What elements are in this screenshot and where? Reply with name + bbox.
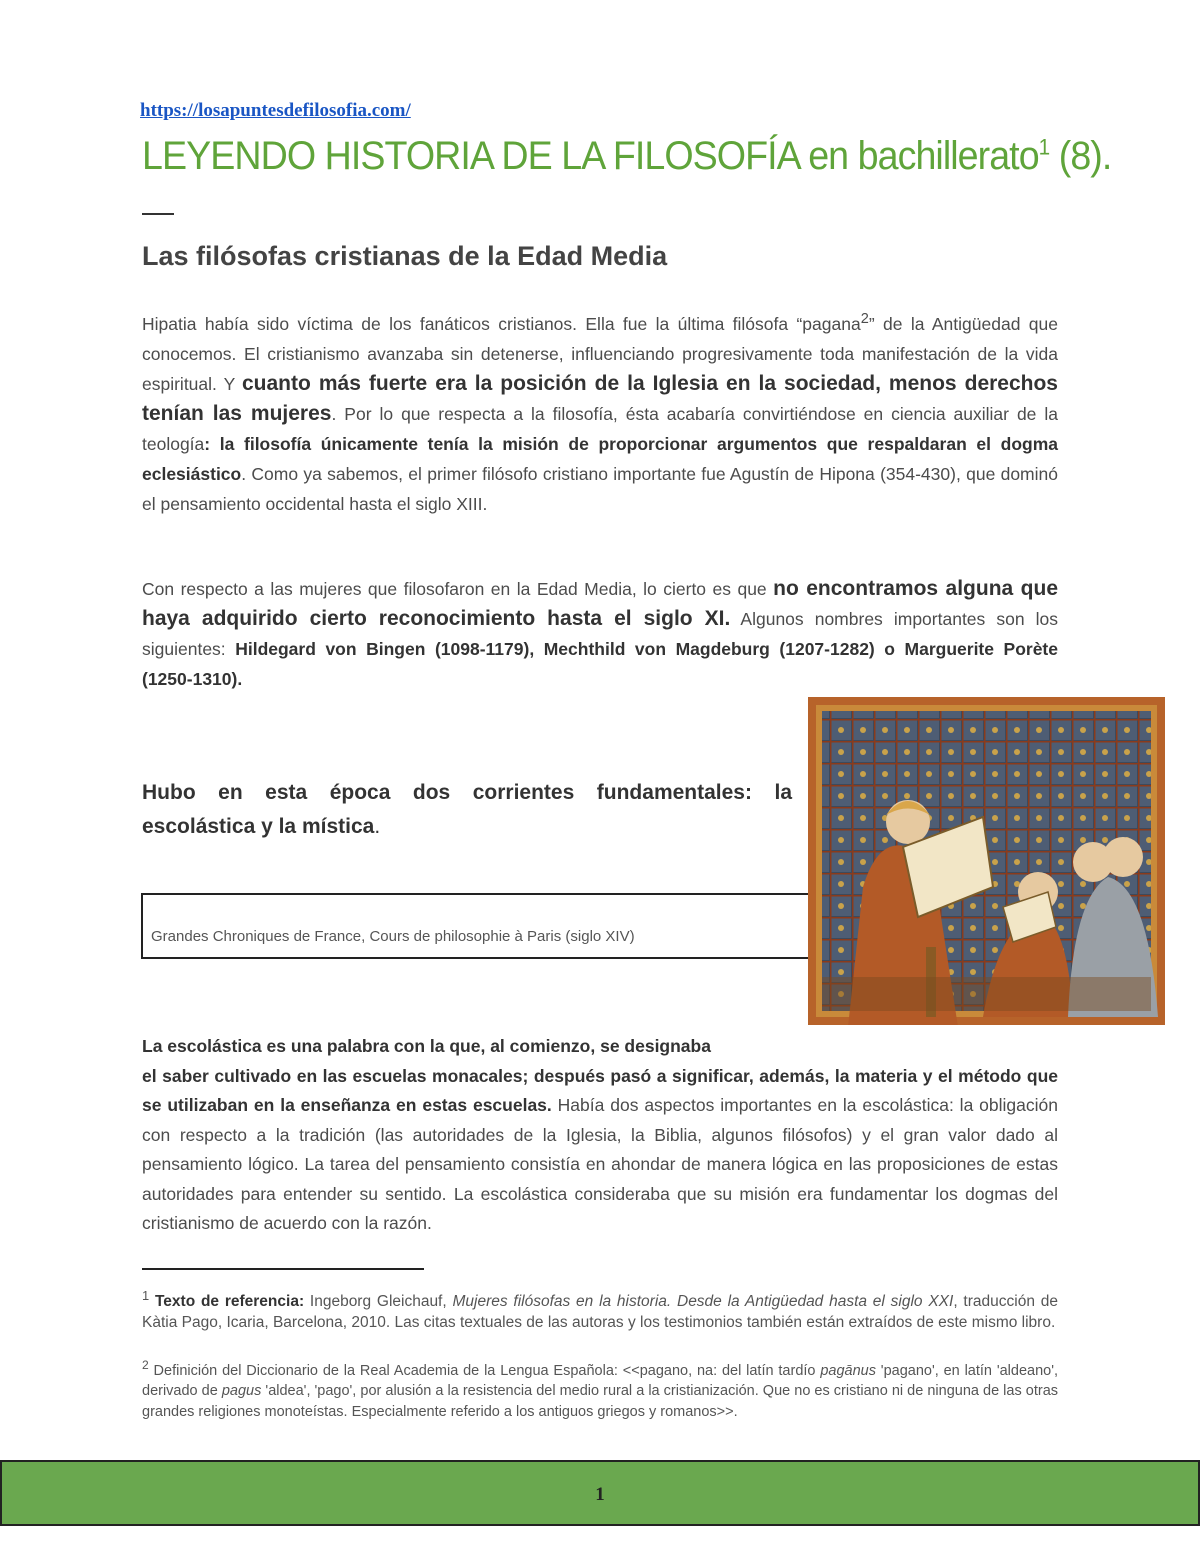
p1-text-1: Hipatia había sido víctima de los fanáticos cristianos. Ella fue la última filósofa “pagana: [142, 313, 861, 334]
title-text: LEYENDO HISTORIA DE LA FILOSOFÍA en bachillerato: [142, 134, 1039, 178]
currents-period: .: [374, 815, 381, 838]
paragraph-hipatia: [142, 304, 1058, 519]
page-number: 1: [595, 1484, 605, 1505]
p1-text-3: . Por lo que respecta a la filosofía, ésta acabaría convirtiéndose en ciencia auxiliar de la teología: [142, 403, 1059, 454]
p1-text-2: ” de la Antigüedad que conocemos. El cristianismo avanzaba sin detenerse, influenciando progresivamente toda manifestación de la vida espiritual. Y: [142, 313, 1058, 394]
manuscript-illustration: [808, 697, 1165, 1025]
title-dash-divider: [142, 213, 174, 215]
currents-bold: Hubo en esta época dos corrientes fundamentales: la escolástica y la mística: [142, 781, 792, 838]
p2-bold-1: no encontramos alguna que haya adquirido cierto reconocimiento hasta el siglo XI.: [142, 577, 1058, 630]
fn2-text-2: 'pagano', en latín 'aldeano', derivado de: [142, 1362, 1058, 1400]
p2-text-3: .: [237, 669, 243, 689]
p2-text-1: Con respecto a las mujeres que filosofaron en la Edad Media, lo cierto es que: [142, 579, 774, 599]
p3-text-1: Había dos aspectos importantes en la escolástica: la obligación con respecto a la tradición (las autoridades de la Iglesia, la Biblia, algunos filósofos) y el gran valor dado al pensamiento lógico. La tarea del pensamiento consistía en ahondar de manera lógica en las proposiciones de estas autoridades para entender su sentido. La escolástica consideraba que su misión era fundamentar los dogmas del cristianismo de acuerdo con la razón.: [142, 1095, 1058, 1233]
section-heading: Las filósofas cristianas de la Edad Media: [142, 241, 668, 271]
p2-text-2: Algunos nombres importantes son los siguientes:: [142, 609, 1058, 659]
paragraph-escolastica: [142, 1032, 1058, 1239]
image-caption: Grandes Chroniques de France, Cours de philosophie à Paris (siglo XIV): [151, 928, 635, 945]
paragraph-currents: [142, 776, 792, 844]
manuscript-illustration-svg: [808, 697, 1165, 1025]
fn1-text-2: , traducción de Kàtia Pago, Icaria, Barcelona, 2010. Las citas textuales de las autoras y los testimonios también están extraídos de este mismo libro.: [142, 1293, 1058, 1332]
paragraph-medieval-women: [142, 574, 1058, 694]
footnote-separator: [142, 1268, 424, 1270]
p3-bold-1: La escolástica es una palabra con la que, al comienzo, se designaba: [142, 1036, 711, 1056]
p1-bold-1: cuanto más fuerte era la posición de la Iglesia en la sociedad, menos derechos tenían las mujeres: [142, 371, 1058, 425]
title-suffix: (8).: [1049, 134, 1112, 178]
fn1-book-title: Mujeres filósofas en la historia. Desde la Antigüedad hasta el siglo XXI: [452, 1293, 954, 1311]
p1-footnote-ref[interactable]: 2: [860, 311, 869, 327]
p3-bold-2: el saber cultivado en las escuelas monacales; después pasó a significar, además, la materia y el método que se utilizaban en la enseñanza en estas escuelas.: [142, 1065, 1058, 1115]
footnote-2: [142, 1355, 1058, 1422]
p2-bold-2: Hildegard von Bingen (1098-1179), Mechthild von Magdeburg (1207-1282) o Marguerite Porète (1250-1310): [142, 639, 1058, 689]
p1-bold-2: la filosofía únicamente tenía la misión de proporcionar argumentos que respaldaran el dogma eclesiástico: [142, 433, 1058, 484]
fn1-label: Texto de referencia:: [154, 1293, 305, 1311]
fn2-italic-2: pagus: [221, 1383, 262, 1400]
fn2-number: 2: [142, 1358, 149, 1372]
p1-colon: :: [204, 433, 220, 454]
fn2-italic-1: pagānus: [820, 1362, 876, 1379]
page-title: [142, 134, 1111, 179]
fn2-text-3: 'aldea', 'pago', por alusión a la resistencia del medio rural a la cristianización. Que no es cristiano ni de ninguna de las otras grandes religiones monoteístas. Especialmente referido a los antiguos griegos y romanos>>.: [142, 1383, 1059, 1420]
site-url-link[interactable]: https://losapuntesdefilosofia.com/: [140, 100, 411, 121]
fn1-text-1: Ingeborg Gleichauf,: [304, 1293, 453, 1311]
footnote-1: [142, 1285, 1058, 1333]
fn1-number: 1: [142, 1288, 150, 1303]
fn2-text-1: Definición del Diccionario de la Real Academia de la Lengua Española: <<pagano, na: del latín tardío: [148, 1362, 821, 1379]
p1-text-5: . Como ya sabemos, el primer filósofo cristiano importante fue Agustín de Hipona (354-430), que dominó el pensamiento occidental hasta el siglo XIII.: [142, 463, 1058, 514]
title-footnote-ref[interactable]: 1: [1038, 134, 1050, 160]
caption-box: [141, 893, 811, 959]
